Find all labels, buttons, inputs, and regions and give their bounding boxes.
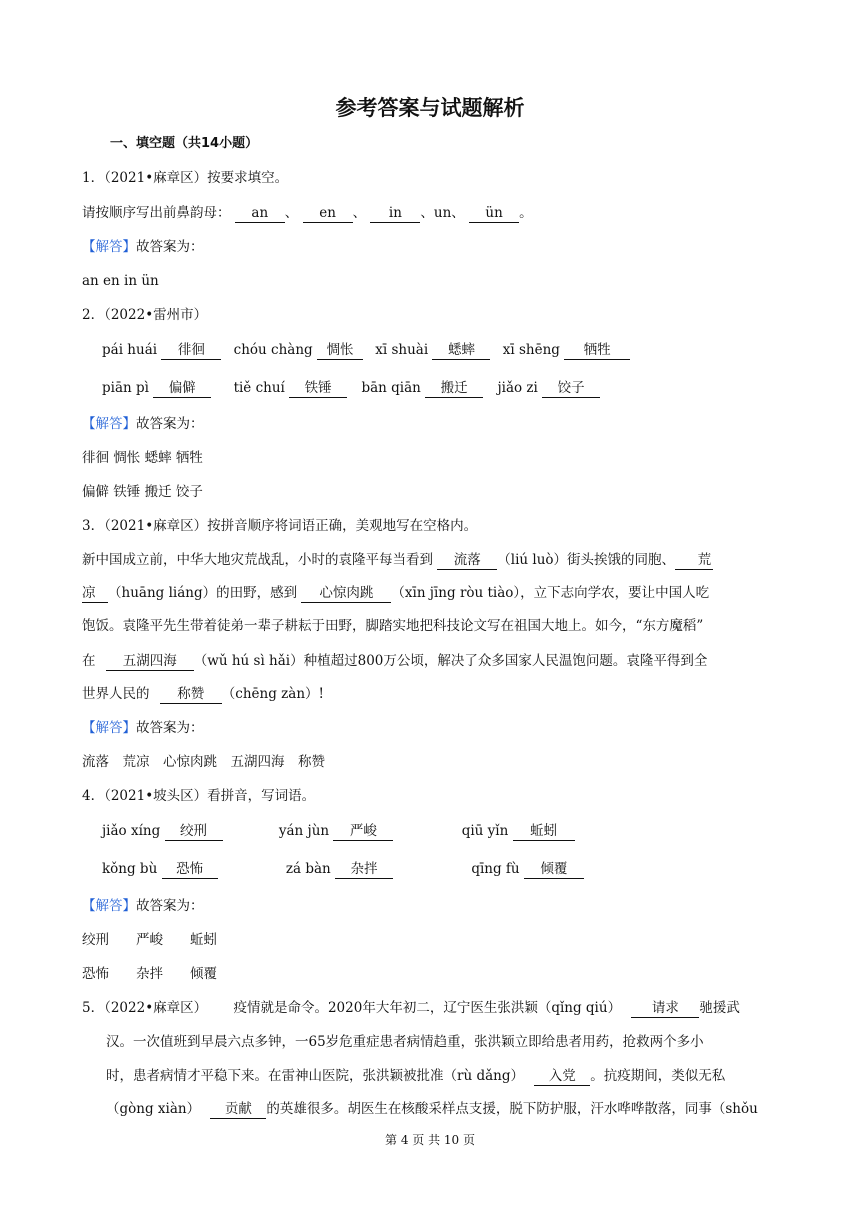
pinyin: zá bàn <box>285 861 331 877</box>
pinyin: xī shuài <box>375 342 429 358</box>
q5-line2: 汉。一次值班到早晨六点多钟，一65岁危重症患者病情趋重，张洪颖立即给患者用药，抢救两个多小 <box>106 1034 704 1050</box>
section-heading: 一、填空题（共14小题） <box>110 136 259 151</box>
q2-source: （2022•雷州市） <box>104 307 208 323</box>
text: 疫情就是命令。2020年大年初二，辽宁医生张洪颖（qǐng qiú） <box>233 1000 622 1016</box>
pinyin: jiǎo xíng <box>102 823 161 839</box>
q1-source: （2021•麻章区）按要求填空。 <box>104 170 289 186</box>
answer-blank: ün <box>469 205 519 223</box>
q4-header <box>82 786 315 806</box>
q2-number: 2． <box>82 307 105 323</box>
q2-final-1: 徘徊 惆怅 蟋蟀 牺牲 <box>82 450 203 466</box>
q1-prompt-line <box>82 203 533 223</box>
q5-line3 <box>106 1066 725 1086</box>
q1-answer-label <box>82 237 204 257</box>
pinyin: bān qiān <box>361 380 421 396</box>
text: （wǔ hú sì hǎi）种植超过800万公顷，解决了众多国家人民温饱问题。袁隆平得到全 <box>193 653 708 669</box>
pinyin: tiě chuí <box>233 380 285 396</box>
answer-tag: 【解答】 <box>82 898 136 914</box>
answer-blank: 荒 <box>675 552 713 570</box>
q3-answer-label <box>82 718 204 738</box>
answer-blank: 搬迁 <box>425 380 483 398</box>
q3-line5 <box>82 684 324 704</box>
separator: 、 <box>352 205 367 221</box>
pinyin: piān pì <box>102 380 149 396</box>
q3-final: 流落 荒凉 心惊肉跳 五湖四海 称赞 <box>82 754 325 770</box>
q4-row2 <box>102 859 584 879</box>
answer-blank: 严峻 <box>333 823 393 841</box>
text: 在 <box>82 653 96 669</box>
q4-final-2: 恐怖 杂拌 倾覆 <box>82 966 217 982</box>
given-final: un <box>433 205 452 221</box>
q5-source: （2022•麻章区） <box>104 1000 208 1016</box>
answer-tag: 【解答】 <box>82 239 136 255</box>
answer-blank: 蚯蚓 <box>513 823 575 841</box>
pinyin: pái huái <box>102 342 158 358</box>
text: 的英雄很多。胡医生在核酸采样点支援，脱下防护服，汗水哗哗散落，同事（shǒu <box>266 1101 758 1117</box>
q3-line3: 饱饭。袁隆平先生带着徒弟一辈子耕耘于田野，脚踏实地把科技论文写在祖国大地上。如今，“东方魔稻” <box>82 618 704 634</box>
answer-tag: 【解答】 <box>82 720 136 736</box>
q5-number: 5． <box>82 1000 105 1016</box>
pinyin: qīng fù <box>471 861 520 877</box>
text: （huāng liáng）的田野，感到 <box>108 585 298 601</box>
answer-blank: 五湖四海 <box>106 653 194 671</box>
answer-blank: 绞刑 <box>165 823 223 841</box>
answer-blank: 杂拌 <box>335 861 393 879</box>
q4-number: 4． <box>82 788 105 804</box>
separator: 、 <box>420 205 434 221</box>
q2-row1 <box>102 340 630 360</box>
answer-tag: 【解答】 <box>82 416 136 432</box>
text: 。抗疫期间，类似无私 <box>590 1068 726 1084</box>
text: 世界人民的 <box>82 686 150 702</box>
q3-number: 3． <box>82 518 105 534</box>
answer-blank: en <box>303 205 353 223</box>
q3-line4 <box>82 651 707 671</box>
text: 驰援武 <box>699 1000 740 1016</box>
q4-answer-label <box>82 896 204 916</box>
answer-blank: 铁锤 <box>289 380 347 398</box>
q4-final-1: 绞刑 严峻 蚯蚓 <box>82 932 217 948</box>
page-title: 参考答案与试题解析 <box>335 96 525 120</box>
answer-blank: 入党 <box>534 1068 590 1086</box>
text: 时，患者病情才平稳下来。在雷神山医院，张洪颖被批准（rù dǎng） <box>106 1068 524 1084</box>
answer-blank: 请求 <box>631 1000 699 1018</box>
period: 。 <box>519 205 533 221</box>
q2-header <box>82 305 207 325</box>
q1-final: an en in ün <box>82 273 159 289</box>
answer-blank: 恐怖 <box>162 861 218 879</box>
answer-intro: 故答案为： <box>136 416 204 432</box>
q2-answer-label <box>82 414 204 434</box>
answer-blank: 蟋蟀 <box>432 342 490 360</box>
answer-blank: 饺子 <box>542 380 600 398</box>
q2-row2 <box>102 378 600 398</box>
q4-row1 <box>102 821 575 841</box>
answer-blank: 倾覆 <box>524 861 584 879</box>
answer-blank: in <box>370 205 420 223</box>
q4-source: （2021•坡头区）看拼音，写词语。 <box>104 788 316 804</box>
answer-blank: 流落 <box>437 552 497 570</box>
q3-line2 <box>82 583 709 603</box>
answer-blank: an <box>235 205 285 223</box>
answer-intro: 故答案为： <box>136 239 204 255</box>
text: （chēng zàn）! <box>221 686 324 702</box>
answer-blank: 牺牲 <box>564 342 630 360</box>
pinyin: chóu chàng <box>233 342 313 358</box>
answer-blank: 心惊肉跳 <box>301 585 391 603</box>
q2-final-2: 偏僻 铁锤 搬迁 饺子 <box>82 484 203 500</box>
q3-source: （2021•麻章区）按拼音顺序将词语正确，美观地写在空格内。 <box>104 518 478 534</box>
q3-line1 <box>82 550 713 570</box>
q5-line1 <box>82 998 740 1018</box>
text: （liú luò）街头挨饿的同胞、 <box>497 552 676 568</box>
answer-intro: 故答案为： <box>136 720 204 736</box>
answer-blank: 偏僻 <box>153 380 211 398</box>
pinyin: xī shēng <box>502 342 560 358</box>
answer-blank: 称赞 <box>160 686 222 704</box>
text: 新中国成立前，中华大地灾荒战乱，小时的袁隆平每当看到 <box>82 552 433 568</box>
separator: 、 <box>451 205 465 221</box>
q1-prompt: 请按顺序写出前鼻韵母： <box>82 205 231 221</box>
answer-blank: 贡献 <box>210 1101 266 1119</box>
answer-blank: 徘徊 <box>161 342 221 360</box>
text: （xīn jīng ròu tiào），立下志向学农，要让中国人吃 <box>391 585 710 601</box>
q3-header <box>82 516 477 536</box>
page-footer: 第 4 页 共 10 页 <box>385 1133 475 1147</box>
answer-intro: 故答案为： <box>136 898 204 914</box>
pinyin: jiǎo zi <box>497 380 538 396</box>
pinyin: yán jùn <box>278 823 330 839</box>
q5-line4 <box>106 1099 758 1119</box>
q1-number: 1． <box>82 170 105 186</box>
answer-blank: 凉 <box>82 585 108 603</box>
separator: 、 <box>284 205 299 221</box>
pinyin: kǒng bù <box>102 861 158 877</box>
answer-blank: 惆怅 <box>317 342 363 360</box>
text: （gòng xiàn） <box>106 1101 201 1117</box>
pinyin: qiū yǐn <box>461 823 509 839</box>
q1-header <box>82 168 288 188</box>
